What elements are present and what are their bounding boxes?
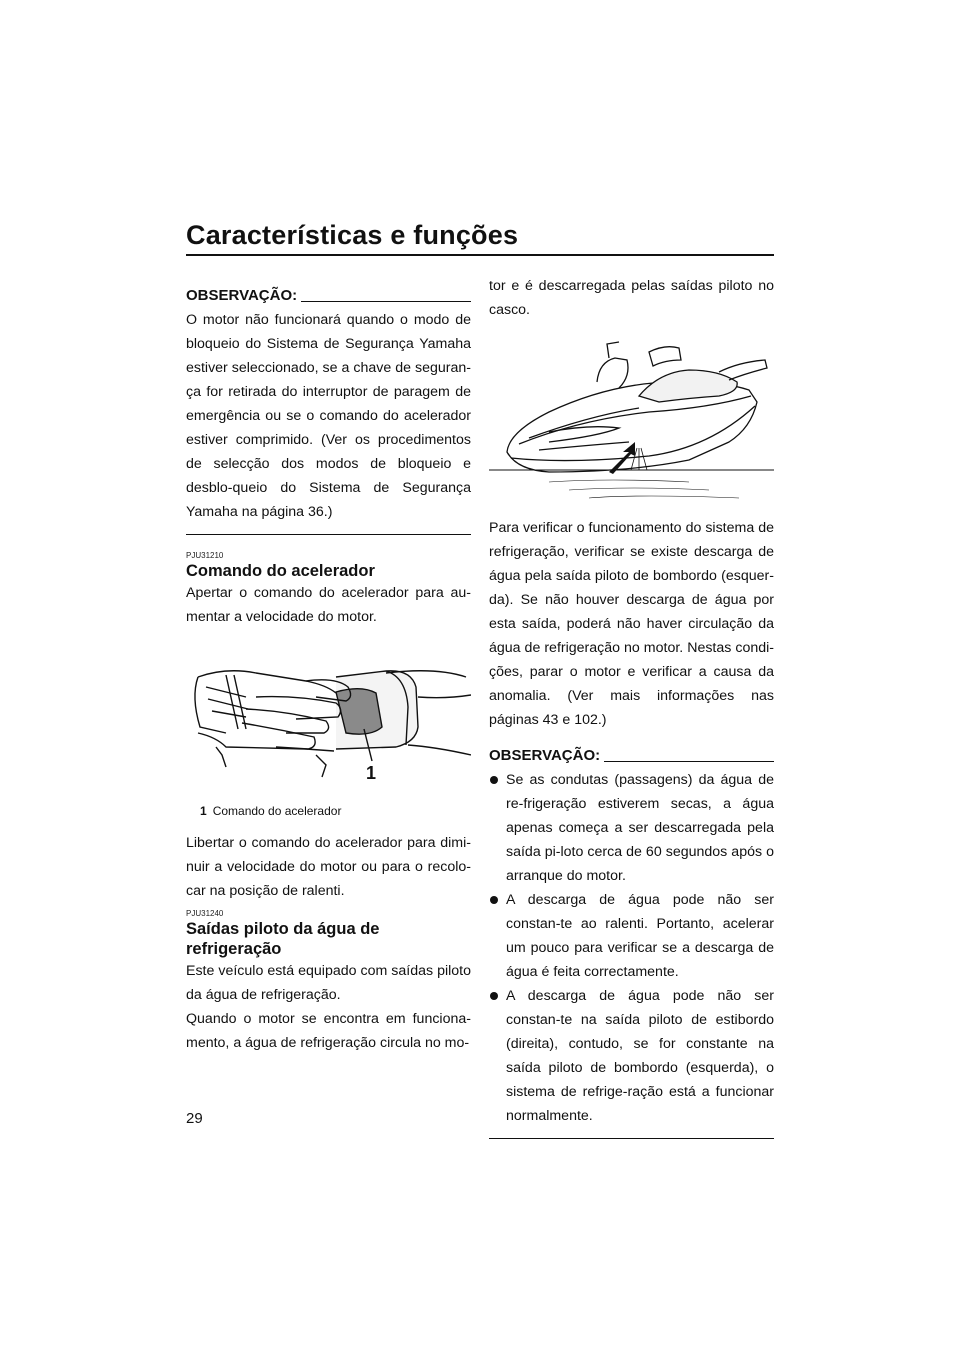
- cooling-para-1: Este veículo está equipado com saídas piloto da água de refrigeração.: [186, 963, 471, 1003]
- left-column: [186, 284, 471, 1055]
- note-bullet: [489, 984, 774, 1128]
- note-bullet: [489, 768, 774, 888]
- note-bullet: [489, 888, 774, 984]
- figure-callout: 1: [366, 763, 377, 783]
- section-code-2: PJU31240: [186, 909, 224, 918]
- throttle-figure: [186, 637, 471, 797]
- cooling-para-2: Quando o motor se encontra em funciona-mento, a água de refrigeração circula no mo-: [186, 1011, 471, 1051]
- note-bullet-text: A descarga de água pode não ser constan-te na saída piloto de estibordo (direita), contudo, se for constante na saída piloto de bombordo (esquerda), o sistema de refrige-ração está a funcionar normalmente.: [506, 988, 774, 1124]
- caption-text: Comando do acelerador: [212, 804, 342, 818]
- note-heading-2-label: OBSERVAÇÃO:: [489, 747, 601, 764]
- figure-caption: [186, 803, 471, 819]
- note-bullet-text: A descarga de água pode não ser constan-te ao ralenti. Portanto, acelerar um pouco para verificar se a descarga de água é feita correctamente.: [506, 892, 774, 980]
- bullet-dot-icon: [490, 896, 498, 904]
- note-heading: [186, 284, 471, 308]
- cooling-check-para: Para verificar o funcionamento do sistema de refrigeração, verificar se existe descarga de água pela saída piloto de bombordo (esquer-da). Se não houver descarga de água por esta saída, poderá não haver circulação da água de refrigeração no motor. Nestas condi-ções, parar o motor e verificar a causa da anomalia. (Ver mais informações nas páginas 43 e 102.): [489, 520, 774, 728]
- right-column: [489, 274, 774, 1139]
- note-end-rule-2: [489, 1138, 774, 1139]
- section-title-throttle: Comando do acelerador: [186, 562, 375, 580]
- bullet-dot-icon: [490, 992, 498, 1000]
- note-text: O motor não funcionará quando o modo de bloqueio do Sistema de Segurança Yamaha estiver seleccionado, se a chave de seguran-ça for retirada do interruptor de paragem de emergência ou se o comando do acelerador estiver comprimido. (Ver os procedimentos de selecção dos modos de bloqueio e desblo-queio do Sistema de Segurança Yamaha na página 36.): [186, 312, 471, 520]
- page-title: Características e funções: [186, 220, 519, 250]
- cooling-para-cont: tor e é descarregada pelas saídas piloto no casco.: [489, 278, 774, 318]
- note-heading-label: OBSERVAÇÃO:: [186, 287, 298, 304]
- bullet-dot-icon: [490, 776, 498, 784]
- throttle-para-2: Libertar o comando do acelerador para dimi-nuir a velocidade do motor ou para o recolo-car na posição de ralenti.: [186, 835, 471, 899]
- caption-number: 1: [200, 804, 207, 818]
- note-heading-rule: [301, 301, 471, 302]
- watercraft-illustration: [489, 332, 774, 502]
- page-number: 29: [186, 1110, 203, 1127]
- note-bullets: [489, 768, 774, 1128]
- watercraft-figure: [489, 332, 774, 502]
- note-heading-2-rule: [604, 761, 774, 762]
- throttle-illustration: [186, 637, 471, 797]
- title-rule: [186, 254, 774, 256]
- note-heading-2: [489, 744, 774, 768]
- section-code: PJU31210: [186, 551, 224, 560]
- throttle-para-1: Apertar o comando do acelerador para au-mentar a velocidade do motor.: [186, 585, 471, 625]
- note-bullet-text: Se as condutas (passagens) da água de re-frigeração estiverem secas, a água apenas começa a ser descarregada pela saída pi-loto cerca de 60 segundos após o arranque do motor.: [506, 772, 774, 884]
- section-title-cooling: Saídas piloto da água de refrigeração: [186, 920, 380, 958]
